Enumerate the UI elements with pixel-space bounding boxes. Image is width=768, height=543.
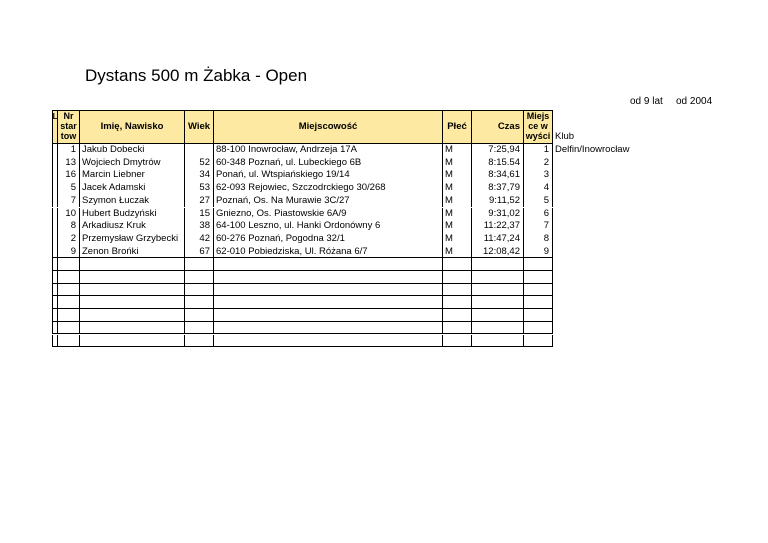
cell-nr: 16 (58, 169, 80, 182)
empty-cell (524, 335, 553, 348)
empty-cell (80, 258, 185, 271)
age-note: od 9 lat (630, 96, 663, 107)
empty-cell (80, 309, 185, 322)
cell-time: 9:31,02 (472, 208, 524, 221)
cell-place: 5 (524, 195, 553, 208)
empty-cell (443, 296, 472, 309)
cell-age: 34 (185, 169, 214, 182)
cell-name: Zenon Brońki (80, 246, 185, 259)
cell-sex: M (443, 220, 472, 233)
empty-cell (80, 284, 185, 297)
cell-place: 9 (524, 246, 553, 259)
empty-cell (472, 309, 524, 322)
empty-cell (443, 284, 472, 297)
cell-city: 60-348 Poznań, ul. Lubeckiego 6B (214, 157, 443, 170)
empty-cell (472, 258, 524, 271)
empty-cell (472, 284, 524, 297)
cell-city: 60-276 Poznań, Pogodna 32/1 (214, 233, 443, 246)
header-age: Wiek (185, 110, 214, 144)
cell-place: 6 (524, 208, 553, 221)
page-title: Dystans 500 m Żabka - Open (85, 66, 308, 85)
cell-name: Hubert Budzyński (80, 208, 185, 221)
cell-city: 62-093 Rejowiec, Szczodrckiego 30/268 (214, 182, 443, 195)
cell-time: 8:15.54 (472, 157, 524, 170)
empty-cell (80, 322, 185, 335)
header-club: Klub (555, 131, 575, 142)
header-nr: Nr star tow (58, 110, 80, 144)
header-lp: L (52, 110, 58, 144)
cell-sex: M (443, 195, 472, 208)
cell-name: Wojciech Dmytrów (80, 157, 185, 170)
empty-cell (214, 271, 443, 284)
cell-sex: M (443, 246, 472, 259)
empty-cell (214, 296, 443, 309)
header-name: Imię, Nawisko (80, 110, 185, 144)
cell-time: 7:25,94 (472, 144, 524, 157)
cell-time: 8:37,79 (472, 182, 524, 195)
cell-age: 42 (185, 233, 214, 246)
cell-age (185, 144, 214, 157)
empty-cell (214, 335, 443, 348)
cell-name: Przemysław Grzybecki (80, 233, 185, 246)
empty-cell (524, 322, 553, 335)
empty-cell (58, 271, 80, 284)
cell-nr: 8 (58, 220, 80, 233)
cell-nr: 13 (58, 157, 80, 170)
empty-cell (185, 335, 214, 348)
cell-age: 15 (185, 208, 214, 221)
cell-sex: M (443, 157, 472, 170)
cell-sex: M (443, 144, 472, 157)
empty-cell (214, 322, 443, 335)
empty-cell (524, 271, 553, 284)
cell-nr: 7 (58, 195, 80, 208)
empty-cell (80, 335, 185, 348)
header-sex: Płeć (443, 110, 472, 144)
cell-place: 7 (524, 220, 553, 233)
empty-cell (58, 296, 80, 309)
cell-age: 67 (185, 246, 214, 259)
empty-cell (80, 271, 185, 284)
empty-cell (524, 309, 553, 322)
cell-city: Poznań, Os. Na Murawie 3C/27 (214, 195, 443, 208)
year-note: od 2004 (676, 96, 713, 107)
cell-name: Jacek Adamski (80, 182, 185, 195)
empty-cell (58, 335, 80, 348)
cell-sex: M (443, 233, 472, 246)
empty-cell (58, 322, 80, 335)
empty-cell (214, 309, 443, 322)
cell-nr: 10 (58, 208, 80, 221)
empty-cell (443, 335, 472, 348)
cell-city: 64-100 Leszno, ul. Hanki Ordonówny 6 (214, 220, 443, 233)
empty-cell (185, 284, 214, 297)
empty-cell (214, 284, 443, 297)
cell-age: 27 (185, 195, 214, 208)
header-place: Miejs ce w wyści (524, 110, 553, 144)
cell-age: 38 (185, 220, 214, 233)
empty-cell (524, 296, 553, 309)
empty-cell (472, 335, 524, 348)
cell-sex: M (443, 208, 472, 221)
empty-cell (472, 296, 524, 309)
cell-time: 12:08,42 (472, 246, 524, 259)
empty-cell (524, 284, 553, 297)
empty-cell (185, 322, 214, 335)
empty-cell (472, 271, 524, 284)
empty-cell (80, 296, 185, 309)
cell-age: 53 (185, 182, 214, 195)
empty-cell (58, 309, 80, 322)
cell-nr: 9 (58, 246, 80, 259)
cell-place: 1 (524, 144, 553, 157)
cell-sex: M (443, 182, 472, 195)
cell-time: 11:47,24 (472, 233, 524, 246)
empty-cell (58, 284, 80, 297)
empty-cell (443, 271, 472, 284)
cell-name: Arkadiusz Kruk (80, 220, 185, 233)
cell-name: Jakub Dobecki (80, 144, 185, 157)
empty-cell (58, 258, 80, 271)
cell-city: Ponań, ul. Wtspiańskiego 19/14 (214, 169, 443, 182)
empty-cell (443, 322, 472, 335)
header-city: Miejscowość (214, 110, 443, 144)
cell-club: Delfin/Inowrocław (555, 144, 630, 155)
empty-cell (185, 309, 214, 322)
cell-nr: 1 (58, 144, 80, 157)
cell-time: 11:22,37 (472, 220, 524, 233)
empty-cell (185, 296, 214, 309)
header-time: Czas (472, 110, 524, 144)
empty-cell (443, 309, 472, 322)
cell-place: 2 (524, 157, 553, 170)
cell-place: 4 (524, 182, 553, 195)
cell-name: Marcin Liebner (80, 169, 185, 182)
cell-nr: 2 (58, 233, 80, 246)
empty-cell (472, 322, 524, 335)
empty-cell (443, 258, 472, 271)
empty-cell (185, 258, 214, 271)
cell-time: 8:34,61 (472, 169, 524, 182)
cell-city: 62-010 Pobiedziska, Ul. Różana 6/7 (214, 246, 443, 259)
cell-age: 52 (185, 157, 214, 170)
cell-city: Gniezno, Os. Piastowskie 6A/9 (214, 208, 443, 221)
cell-city: 88-100 Inowrocław, Andrzeja 17A (214, 144, 443, 157)
empty-cell (524, 258, 553, 271)
cell-name: Szymon Łuczak (80, 195, 185, 208)
cell-place: 3 (524, 169, 553, 182)
empty-cell (214, 258, 443, 271)
cell-place: 8 (524, 233, 553, 246)
cell-sex: M (443, 169, 472, 182)
empty-cell (185, 271, 214, 284)
cell-time: 9:11,52 (472, 195, 524, 208)
cell-nr: 5 (58, 182, 80, 195)
